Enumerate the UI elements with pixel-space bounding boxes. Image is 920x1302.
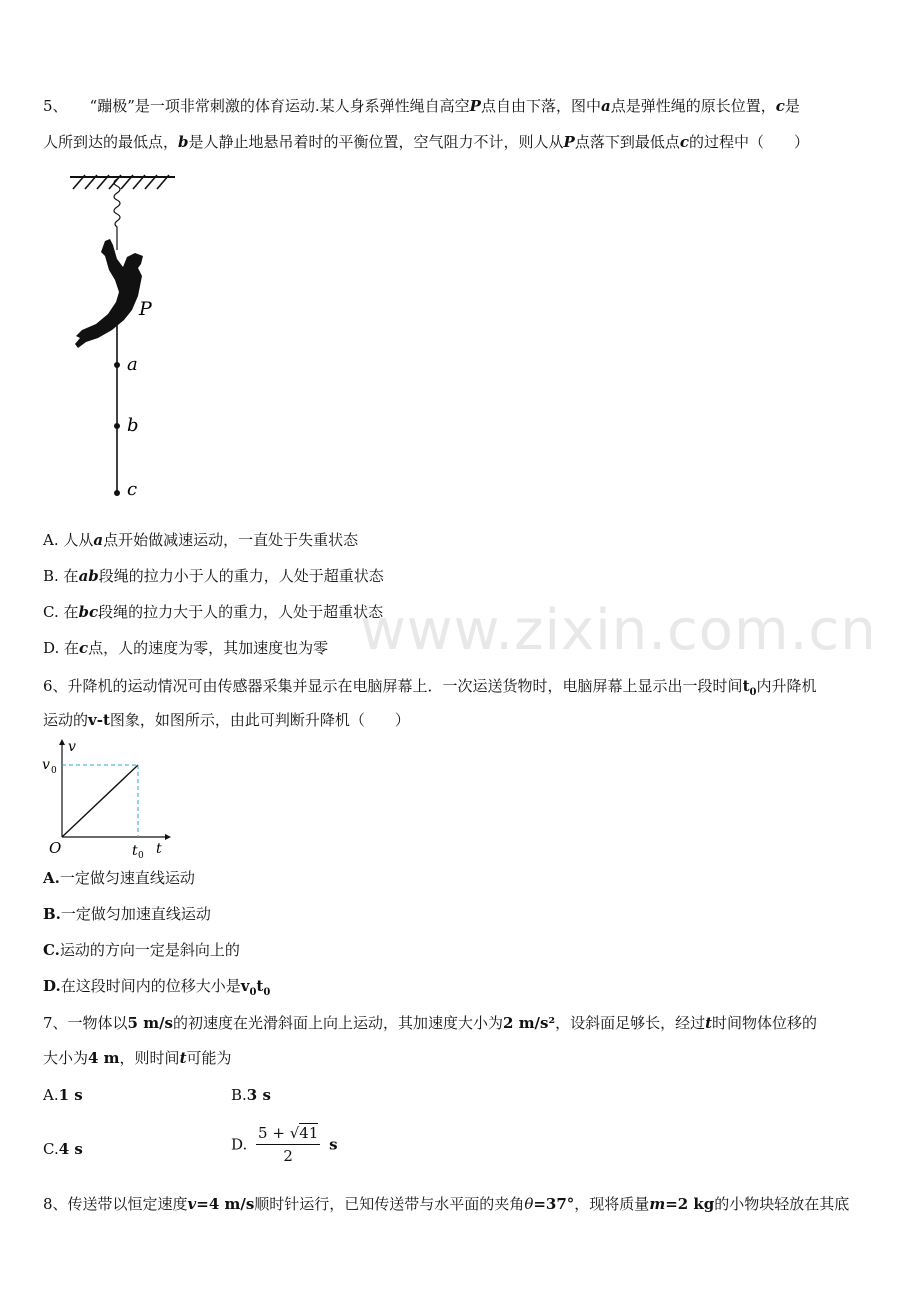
option-text: 段绳的拉力大于人的重力，人处于超重状态 bbox=[98, 603, 384, 621]
v0-label: v bbox=[42, 757, 50, 773]
option-letter: C. bbox=[43, 1140, 59, 1158]
vt-graph bbox=[40, 735, 180, 860]
q5-line-2 bbox=[43, 132, 809, 152]
label-c: c bbox=[127, 479, 138, 500]
var-c: c bbox=[679, 133, 689, 151]
q7-text: 的初速度在光滑斜面上向上运动，其加速度大小为 bbox=[173, 1014, 504, 1032]
q7-line-1 bbox=[43, 1013, 817, 1033]
option-letter: A. bbox=[43, 869, 60, 887]
option-text: 一定做匀加速直线运动 bbox=[60, 905, 211, 923]
jumper-silhouette bbox=[75, 239, 143, 348]
q8-velocity: =4 m/s bbox=[196, 1195, 255, 1213]
q7-velocity: 5 m/s bbox=[127, 1014, 174, 1032]
q8-angle: =37° bbox=[533, 1195, 575, 1213]
q8-text: 的小物块轻放在其底 bbox=[714, 1195, 850, 1213]
q5-text: 的过程中（ ） bbox=[688, 133, 809, 151]
q8-line-1 bbox=[43, 1194, 849, 1214]
var-m: m bbox=[649, 1195, 666, 1213]
q6-text: 运动的 bbox=[43, 711, 89, 729]
q7-displacement: 4 m bbox=[88, 1049, 120, 1067]
var-c: c bbox=[775, 97, 785, 115]
var-t0: $t_0$ bbox=[742, 677, 757, 698]
q5-text: 是 bbox=[784, 97, 800, 115]
option-text: 段绳的拉力小于人的重力，人处于超重状态 bbox=[98, 567, 384, 585]
q7-option-c bbox=[43, 1139, 83, 1159]
point-b-dot bbox=[114, 423, 120, 429]
q6-option-c bbox=[43, 940, 240, 960]
q7-option-b bbox=[231, 1085, 271, 1105]
fraction-denominator: 2 bbox=[283, 1147, 293, 1165]
fraction bbox=[256, 1124, 320, 1165]
q7-text: 可能为 bbox=[186, 1049, 232, 1067]
q7-line-2 bbox=[43, 1048, 232, 1068]
option-text: 在这段时间内的位移大小是 bbox=[60, 977, 241, 995]
q6-text: 内升降机 bbox=[756, 677, 817, 695]
var-t: t bbox=[179, 1049, 187, 1067]
origin-label: O bbox=[49, 839, 62, 857]
var-P: P bbox=[563, 133, 575, 151]
option-letter: C. bbox=[43, 941, 60, 959]
option-letter: B. bbox=[231, 1086, 247, 1104]
watermark: www.zixin.com.cn bbox=[360, 598, 877, 663]
label-b: b bbox=[127, 415, 139, 436]
option-text: 一定做匀速直线运动 bbox=[59, 869, 195, 887]
q5-text: “蹦极”是一项非常刺激的体育运动.某人身系弹性绳自高空 bbox=[89, 97, 470, 115]
option-text: A. 人从 bbox=[43, 531, 94, 549]
option-letter: D. bbox=[231, 1135, 248, 1154]
q7-option-d bbox=[231, 1124, 338, 1165]
var-vt: v-t bbox=[88, 711, 110, 729]
option-text: 运动的方向一定是斜向上的 bbox=[59, 941, 240, 959]
q6-option-a bbox=[43, 868, 195, 888]
q7-text: 大小为 bbox=[43, 1049, 89, 1067]
option-var: c bbox=[79, 639, 89, 657]
option-letter: B. bbox=[43, 905, 61, 923]
t-axis-arrow bbox=[165, 834, 171, 840]
var-theta: θ bbox=[524, 1195, 534, 1213]
bungee-figure bbox=[55, 165, 185, 505]
q7-text: ，设斜面足够长，经过 bbox=[555, 1014, 706, 1032]
option-value: 3 s bbox=[246, 1086, 271, 1104]
vt-line bbox=[62, 765, 138, 837]
option-value: 1 s bbox=[58, 1086, 83, 1104]
v-axis-label: v bbox=[68, 739, 76, 755]
option-text: 点，人的速度为零，其加速度也为零 bbox=[88, 639, 329, 657]
q5-option-a bbox=[43, 530, 358, 550]
q8-text: 8、传送带以恒定速度 bbox=[43, 1195, 188, 1213]
v-axis-arrow bbox=[59, 739, 65, 745]
q5-number: 5、 bbox=[43, 97, 68, 115]
d-expression: $v_0t_0$ bbox=[240, 977, 271, 998]
label-a: a bbox=[127, 354, 138, 375]
v0-sub: 0 bbox=[51, 766, 57, 776]
fraction-numerator: 5 + √41 bbox=[256, 1124, 320, 1145]
point-c-dot bbox=[114, 490, 120, 496]
label-P: P bbox=[139, 298, 152, 320]
option-text: C. 在 bbox=[43, 603, 79, 621]
q6-option-b bbox=[43, 904, 211, 924]
q6-line-2 bbox=[43, 710, 410, 730]
option-var: ab bbox=[78, 567, 99, 585]
t-axis-label: t bbox=[156, 841, 162, 857]
q5-text: 点是弹性绳的原长位置， bbox=[610, 97, 776, 115]
option-text: B. 在 bbox=[43, 567, 79, 585]
var-b: b bbox=[178, 133, 189, 151]
q8-mass: =2 kg bbox=[665, 1195, 715, 1213]
option-value: 4 s bbox=[58, 1140, 83, 1158]
q8-text: 顺时针运行，已知传送带与水平面的夹角 bbox=[254, 1195, 525, 1213]
q5-option-b bbox=[43, 566, 384, 586]
q6-text: 6、升降机的运动情况可由传感器采集并显示在电脑屏幕上．一次运送货物时，电脑屏幕上显示出一段时间 bbox=[43, 677, 743, 695]
q8-text: ，现将质量 bbox=[574, 1195, 650, 1213]
option-var: bc bbox=[78, 603, 99, 621]
q5-option-c bbox=[43, 602, 383, 622]
q7-acceleration: 2 m/s² bbox=[503, 1014, 556, 1032]
option-letter: A. bbox=[43, 1086, 59, 1104]
q5-text: 人所到达的最低点， bbox=[43, 133, 179, 151]
t0-sub: 0 bbox=[138, 851, 144, 860]
q6-option-d bbox=[43, 976, 270, 1003]
q6-line-1 bbox=[43, 676, 816, 703]
option-text: 点开始做减速运动，一直处于失重状态 bbox=[103, 531, 359, 549]
q7-text: 7、一物体以 bbox=[43, 1014, 128, 1032]
point-a-dot bbox=[114, 362, 120, 368]
q5-option-d bbox=[43, 638, 328, 658]
t0-label: t bbox=[132, 843, 138, 859]
q5-text: 是人静止地悬吊着时的平衡位置，空气阻力不计，则人从 bbox=[188, 133, 564, 151]
q5-line-1 bbox=[43, 96, 800, 116]
q5-text: 点落下到最低点 bbox=[574, 133, 680, 151]
var-a: a bbox=[600, 97, 611, 115]
q5-text: 点自由下落，图中 bbox=[480, 97, 601, 115]
option-unit: s bbox=[329, 1135, 338, 1154]
option-letter: D. bbox=[43, 977, 61, 995]
var-v: v bbox=[187, 1195, 197, 1213]
q7-option-a bbox=[43, 1085, 83, 1105]
q6-text: 图象，如图所示，由此可判断升降机（ ） bbox=[109, 711, 410, 729]
var-P: P bbox=[469, 97, 481, 115]
elastic-cord bbox=[114, 179, 120, 250]
option-text: D. 在 bbox=[43, 639, 80, 657]
q7-text: ，则时间 bbox=[119, 1049, 180, 1067]
option-var: a bbox=[93, 531, 104, 549]
q7-text: 时间物体位移的 bbox=[712, 1014, 818, 1032]
var-t: t bbox=[705, 1014, 713, 1032]
sqrt-icon: √ bbox=[289, 1124, 300, 1142]
